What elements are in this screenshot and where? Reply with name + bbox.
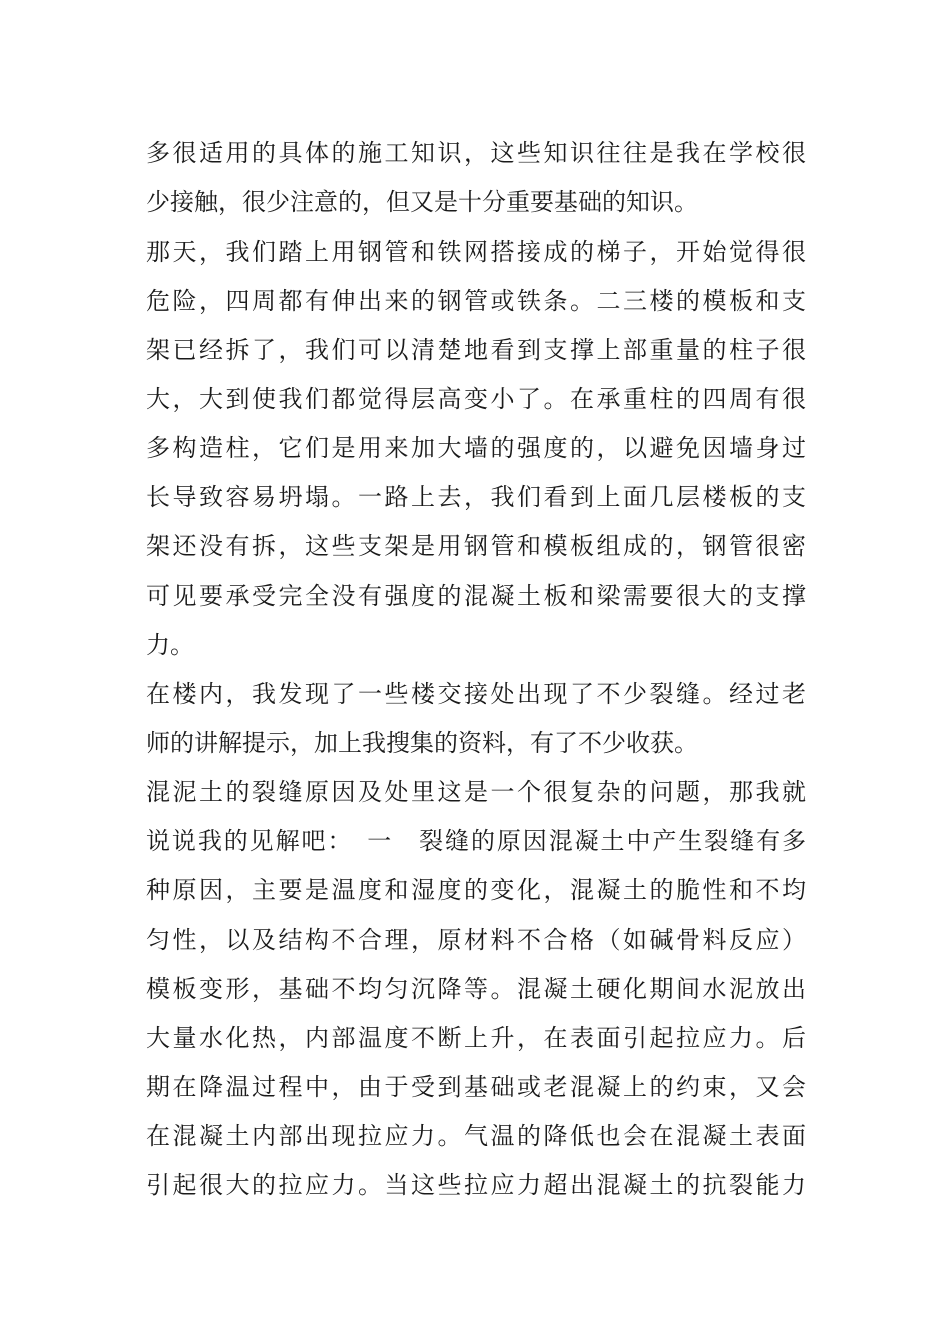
text-line: 可见要承受完全没有强度的混凝土板和梁需要很大的支撑 [146, 582, 806, 610]
text-line: 在楼内，我发现了一些楼交接处出现了不少裂缝。经过老 [146, 680, 806, 708]
text-line: 匀性，以及结构不合理，原材料不合格（如碱骨料反应） [146, 926, 806, 954]
text-line: 少接触，很少注意的，但又是十分重要基础的知识。 [146, 188, 698, 216]
text-line: 架已经拆了，我们可以清楚地看到支撑上部重量的柱子很 [146, 336, 806, 364]
text-line: 混泥土的裂缝原因及处里这是一个很复杂的问题，那我就 [146, 778, 806, 806]
text-line: 在混凝土内部出现拉应力。气温的降低也会在混凝土表面 [146, 1122, 806, 1150]
text-line: 模板变形，基础不均匀沉降等。混凝土硬化期间水泥放出 [146, 975, 806, 1003]
text-line: 引起很大的拉应力。当这些拉应力超出混凝土的抗裂能力 [146, 1171, 806, 1199]
text-line: 架还没有拆，这些支架是用钢管和模板组成的，钢管很密 [146, 532, 806, 560]
text-line: 力。 [146, 631, 194, 659]
text-line: 师的讲解提示，加上我搜集的资料，有了不少收获。 [146, 729, 698, 757]
text-line: 期在降温过程中，由于受到基础或老混凝上的约束，又会 [146, 1073, 806, 1101]
text-line: 那天，我们踏上用钢管和铁网搭接成的梯子，开始觉得很 [146, 238, 806, 266]
text-line: 危险，四周都有伸出来的钢管或铁条。二三楼的模板和支 [146, 287, 806, 315]
text-line: 长导致容易坍塌。一路上去，我们看到上面几层楼板的支 [146, 483, 806, 511]
text-line: 种原因，主要是温度和湿度的变化，混凝土的脆性和不均 [146, 876, 806, 904]
text-line: 说说我的见解吧： 一 裂缝的原因混凝土中产生裂缝有多 [146, 827, 806, 855]
text-line: 多构造柱，它们是用来加大墙的强度的，以避免因墙身过 [146, 434, 806, 462]
text-line: 大量水化热，内部温度不断上升，在表面引起拉应力。后 [146, 1024, 806, 1052]
text-line: 多很适用的具体的施工知识，这些知识往往是我在学校很 [146, 139, 806, 167]
text-line: 大，大到使我们都觉得层高变小了。在承重柱的四周有很 [146, 385, 806, 413]
